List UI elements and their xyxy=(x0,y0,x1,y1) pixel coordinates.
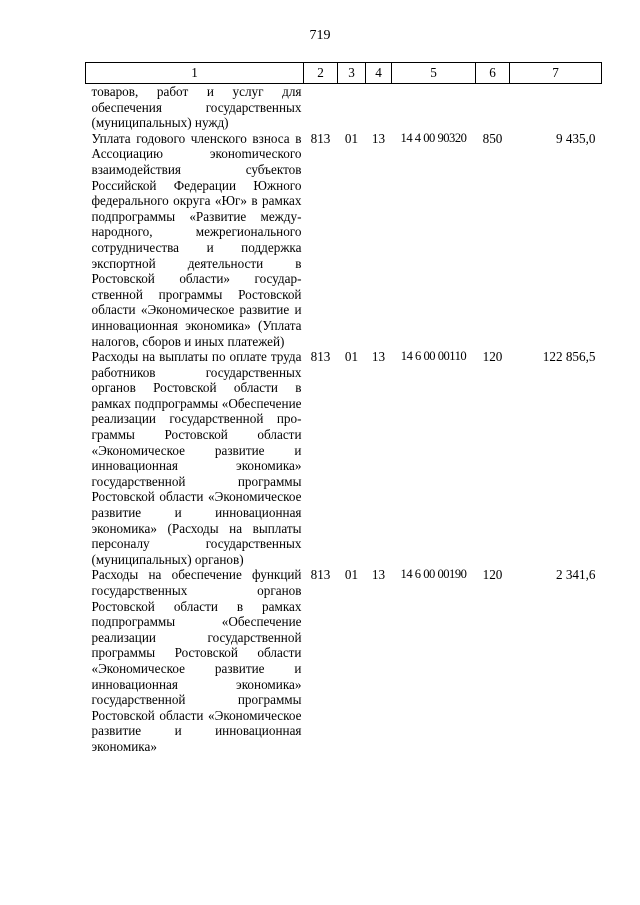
row-description: Уплата годового членского взноса в Ассоциацию эконоmического взаимодействия субъектов Российской Федерации Южного федерального округа «Юг» в рамках подпрограммы «Развитие международного, межрегионального сотрудничества и поддержка экспортной деятельности в Ростовской области» государственной программы Ростовской области «Экономическое развитие и инновационная экономика» (Уплата налогов, сборов и иных платежей) xyxy=(91,130,302,349)
budget-table xyxy=(85,62,602,755)
section-code: 01 xyxy=(344,349,359,365)
column-header-1: 1 xyxy=(86,63,304,84)
column-header-5: 5 xyxy=(392,63,476,84)
column-header-6: 6 xyxy=(476,63,510,84)
table-row xyxy=(86,349,602,567)
target-article-code: 14 6 00 00190 xyxy=(400,567,467,582)
subsection-code: 13 xyxy=(371,567,386,583)
expense-type-code: 120 xyxy=(482,349,503,365)
ministry-code: 813 xyxy=(310,130,331,146)
subsection-code: 13 xyxy=(371,349,386,365)
column-header-3: 3 xyxy=(338,63,366,84)
ministry-code: 813 xyxy=(310,349,331,365)
subsection-code: 13 xyxy=(371,130,386,146)
expense-type-code: 850 xyxy=(482,130,503,146)
table-row xyxy=(86,567,602,754)
table-row xyxy=(86,131,602,349)
column-header-2: 2 xyxy=(304,63,338,84)
page-number: 719 xyxy=(309,28,331,43)
table-row-continuation xyxy=(86,84,602,131)
column-header-7: 7 xyxy=(510,63,602,84)
section-code: 01 xyxy=(344,130,359,146)
target-article-code: 14 4 00 90320 xyxy=(400,130,467,145)
section-code: 01 xyxy=(344,567,359,583)
row-description: Расходы на выплаты по оплате труда работников государственных органов Ростовской области в рамках подпрограммы «Обеспечение реализации государственной программы Ростовской области «Экономическое развитие и инновационная экономика» государственной программы Ростовской области «Экономическое развитие и инновационная экономика» (Расходы на выплаты персоналу государственных (муниципальных) органов) xyxy=(91,349,302,567)
target-article-code: 14 6 00 00110 xyxy=(400,349,467,364)
row-description: Расходы на обеспечение функций государственных органов Ростовской области в рамках подпрограммы «Обеспечение реализации государственной программы Ростовской области «Экономическое развитие и инновационная экономика» государственной программы Ростовской области «Экономическое развитие и инновационная экономика» xyxy=(91,567,302,754)
column-header-4: 4 xyxy=(366,63,392,84)
amount: 122 856,5 xyxy=(542,349,596,365)
table-header-row xyxy=(86,63,602,84)
expense-type-code: 120 xyxy=(482,567,503,583)
row-description: товаров, работ и услуг для обеспечения государственных (муниципальных) нужд) xyxy=(91,84,302,131)
ministry-code: 813 xyxy=(310,567,331,583)
amount: 9 435,0 xyxy=(555,130,596,146)
amount: 2 341,6 xyxy=(555,567,596,583)
